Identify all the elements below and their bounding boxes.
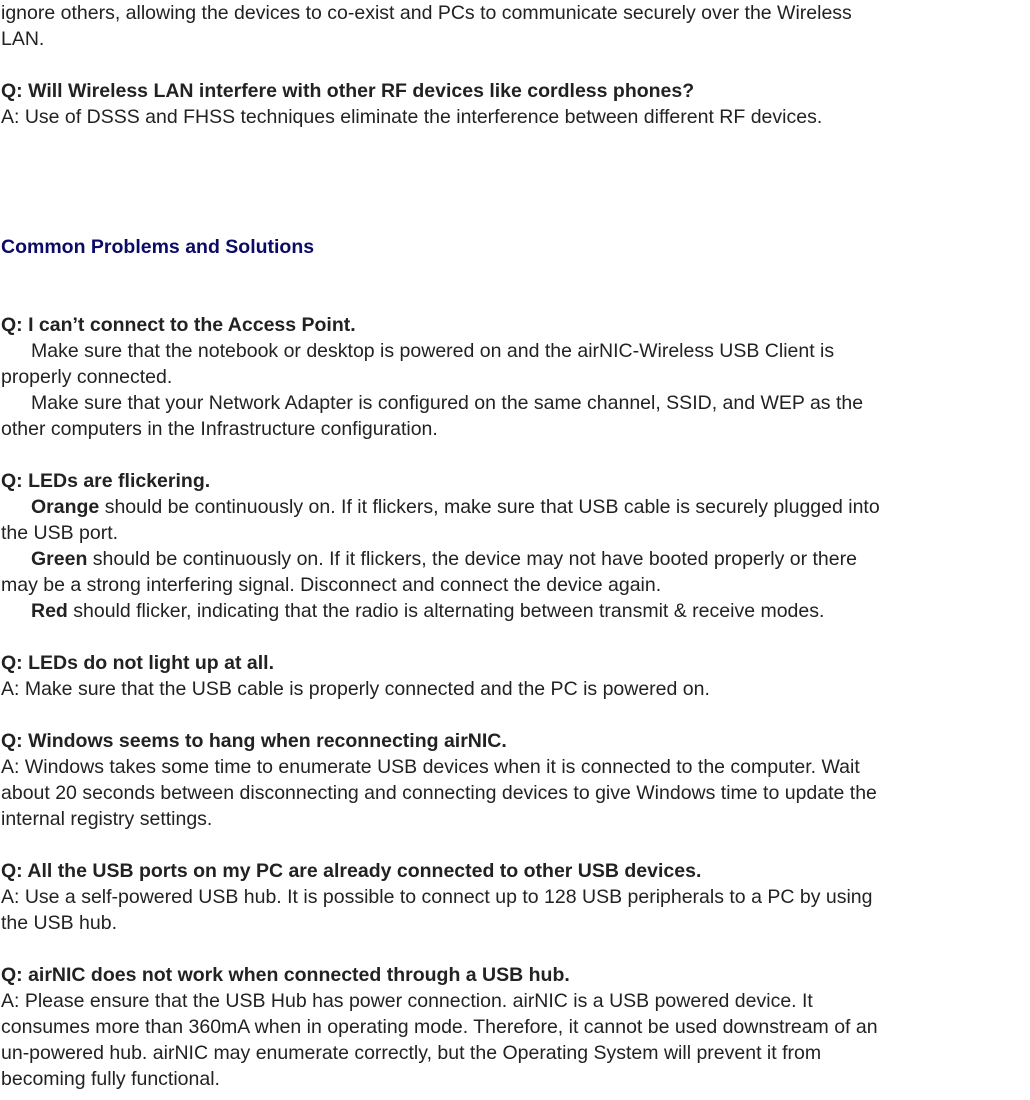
problem-tip: Make sure that the notebook or desktop is powered on and the airNIC-Wireless USB Client is bbox=[31, 340, 835, 362]
problem-answer: A: Make sure that the USB cable is properly connected and the PC is powered on. bbox=[1, 678, 710, 700]
intro-line: ignore others, allowing the devices to co-exist and PCs to communicate securely over the Wireless bbox=[1, 2, 852, 24]
problem-question: Q: I can’t connect to the Access Point. bbox=[1, 314, 356, 336]
problem-question: Q: airNIC does not work when connected through a USB hub. bbox=[1, 964, 570, 986]
faq-rf-interference bbox=[1, 78, 1030, 130]
problem-answer: the USB hub. bbox=[1, 912, 117, 934]
faq-answer: A: Use of DSSS and FHSS techniques eliminate the interference between different RF devices. bbox=[1, 106, 823, 128]
problem-answer: consumes more than 360mA when in operating mode. Therefore, it cannot be used downstream of an bbox=[1, 1016, 878, 1038]
led-orange-label: Orange bbox=[31, 496, 100, 518]
led-red-label: Red bbox=[31, 600, 68, 622]
problem-answer: un-powered hub. airNIC may enumerate correctly, but the Operating System will prevent it from bbox=[1, 1042, 822, 1064]
problem-tip: Make sure that your Network Adapter is configured on the same channel, SSID, and WEP as the bbox=[31, 392, 864, 414]
problem-question: Q: All the USB ports on my PC are already connected to other USB devices. bbox=[1, 860, 702, 882]
problem-leds-off bbox=[1, 650, 1030, 702]
intro-line: LAN. bbox=[1, 28, 45, 50]
problem-answer: A: Use a self-powered USB hub. It is possible to connect up to 128 USB peripherals to a PC by using bbox=[1, 886, 873, 908]
problem-usb-hub bbox=[1, 962, 1030, 1092]
led-orange-line: the USB port. bbox=[1, 522, 119, 544]
section-title: Common Problems and Solutions bbox=[1, 236, 315, 258]
problem-question: Q: LEDs are flickering. bbox=[1, 470, 211, 492]
problem-answer: about 20 seconds between disconnecting and connecting devices to give Windows time to update the bbox=[1, 782, 877, 804]
led-green-label: Green bbox=[31, 548, 88, 570]
problem-usb-ports bbox=[1, 858, 1030, 936]
problem-question: Q: Windows seems to hang when reconnecting airNIC. bbox=[1, 730, 507, 752]
problem-leds-flickering bbox=[1, 468, 1030, 624]
problem-tip: properly connected. bbox=[1, 366, 173, 388]
problem-windows-hang bbox=[1, 728, 1030, 832]
problem-answer: becoming fully functional. bbox=[1, 1068, 220, 1090]
led-red-line: Red should flicker, indicating that the radio is alternating between transmit & receive modes. bbox=[31, 600, 825, 622]
led-green-line: may be a strong interfering signal. Disconnect and connect the device again. bbox=[1, 574, 662, 596]
problem-question: Q: LEDs do not light up at all. bbox=[1, 652, 274, 674]
problem-answer: A: Windows takes some time to enumerate USB devices when it is connected to the computer. Wait bbox=[1, 756, 860, 778]
problem-access-point bbox=[1, 312, 1030, 442]
faq-question: Q: Will Wireless LAN interfere with other RF devices like cordless phones? bbox=[1, 80, 695, 102]
led-green-line: Green should be continuously on. If it flickers, the device may not have booted properly or there bbox=[31, 548, 857, 570]
intro-paragraph bbox=[1, 0, 1030, 52]
problem-answer: internal registry settings. bbox=[1, 808, 213, 830]
problem-tip: other computers in the Infrastructure configuration. bbox=[1, 418, 438, 440]
led-orange-line: Orange should be continuously on. If it flickers, make sure that USB cable is securely plugged into bbox=[31, 496, 880, 518]
problem-answer: A: Please ensure that the USB Hub has power connection. airNIC is a USB powered device. It bbox=[1, 990, 813, 1012]
